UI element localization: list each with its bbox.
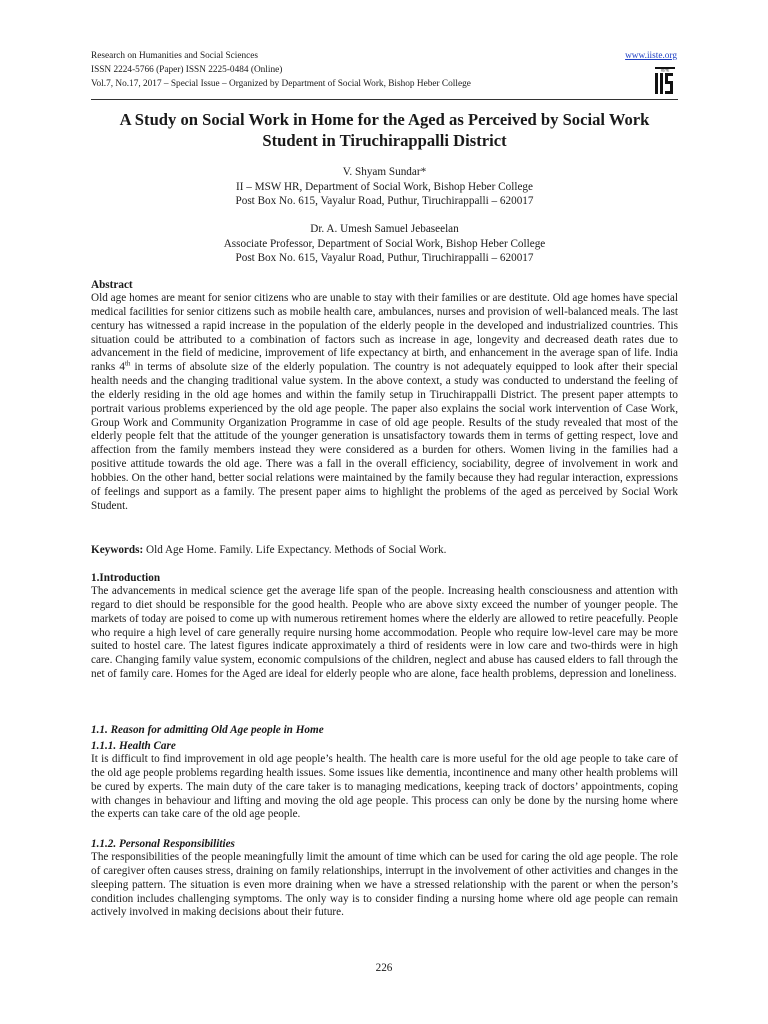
journal-name: Research on Humanities and Social Sciences bbox=[91, 51, 259, 61]
introduction-text: The advancements in medical science get the average life span of the people. Increasing health consciousness and attention with regard to diet should be responsible for the good health. People who are above sixty exceed the number of younger people. The markets of today are poised to come up with numerous retirement homes where the elderly are allowed to retire peacefully. People who require a high level of care generally require nursing home accommodation. People who require low-level care may be more suited to hostel care. The latest figures indicate approximately a third of residents were in low care and two-thirds were in high care. Changing family value system, economic compulsions of the children, neglect and abuse has caused elders to fall through the net of family care. Homes for the Aged are ideal for elderly people who are alone, face health problems, depression and loneliness. bbox=[91, 585, 678, 681]
personal-responsibilities-text: The responsibilities of the people meaningfully limit the amount of time which can be used for caring the old age people. The role of caregiver often causes stress, draining on family relationships, interrupt in the involvement of other activities and changes in the sleeping pattern. The situation is even more draining when we have a stressed relationship with the parent or when the person’s condition includes challenging symptoms. The only way is to consider finding a nursing home where old age people can remain actively involved in making decisions about their future. bbox=[91, 851, 678, 919]
personal-responsibilities-heading: 1.1.2. Personal Responsibilities bbox=[91, 838, 235, 850]
paper-title: A Study on Social Work in Home for the Aged as Perceived by Social Work Student in Tiruchirappalli District bbox=[119, 110, 650, 150]
health-care-heading: 1.1.1. Health Care bbox=[91, 740, 176, 752]
keywords-label: Keywords: bbox=[91, 544, 144, 556]
page-number: 226 bbox=[375, 962, 393, 974]
volume-line: Vol.7, No.17, 2017 – Special Issue – Organized by Department of Social Work, Bishop Heber College bbox=[91, 79, 471, 89]
ordinal-superscript: th bbox=[124, 359, 131, 368]
journal-header bbox=[91, 50, 678, 98]
journal-url-link[interactable]: www.iiste.org bbox=[625, 51, 677, 61]
header-divider bbox=[91, 99, 678, 100]
abstract-text bbox=[91, 292, 678, 514]
author-block-2 bbox=[91, 222, 678, 266]
author-address: Post Box No. 615, Vayalur Road, Puthur, Tiruchirappalli – 620017 bbox=[235, 252, 534, 264]
author-name: V. Shyam Sundar* bbox=[342, 166, 427, 178]
keywords-text: Old Age Home. Family. Life Expectancy. Methods of Social Work. bbox=[143, 544, 447, 556]
author-role: II – MSW HR, Department of Social Work, Bishop Heber College bbox=[236, 180, 533, 193]
abstract-text-part-1: Old age homes are meant for senior citizens who are unable to stay with their families or are destitute. Old age homes have special medical facilities for senior citizens such as mobile health care, ambulances, nurses and provision of well-balanced meals. The last century has witnessed a rapid increase in the population of the elderly people in the developed and industrialized countries. This situation could be attributed to a combination of factors such as increase in age, longevity and decreased death rates due to advancement in the field of medicine, improvement of life expectancy at birth, and enhancement in the average span of life. India ranks 4 bbox=[91, 292, 678, 374]
svg-text:IISTE: IISTE bbox=[660, 68, 670, 73]
author-block-1 bbox=[91, 165, 678, 209]
abstract-heading: Abstract bbox=[91, 279, 133, 291]
section-1-1-heading: 1.1. Reason for admitting Old Age people in Home bbox=[91, 724, 324, 736]
introduction-heading: 1.Introduction bbox=[91, 572, 161, 584]
author-address: Post Box No. 615, Vayalur Road, Puthur, Tiruchirappalli – 620017 bbox=[235, 195, 534, 207]
abstract-text-part-2: in terms of absolute size of the elderly population. The country is not adequately equipped to look after their special health needs and the changing traditional value system. In the above context, a study was conducted to understand the feeling of the elderly residing in the old age homes and within the family setup in Tiruchirappalli District. The present paper attempts to portrait various problems experienced by the old age people. The paper also explains the social work intervention of Case Work, Group Work and Community Organization Programme in case of old age people. Results of the study revealed that most of the elderly people felt that the attitude of the younger generation is unsatisfactory towards them in terms of getting respect, love and affection from the family members instead they were considered as a burden for others. Women living in the families had a positive attitude towards the old age. There was a fall in the overall efficiency, sociability, degree of involvement in work and hobbies. On the other hand, better social relations were maintained by the family because they had regular interaction, expressions of feelings and support as a family. The present paper aims to highlight the problems of the aged as perceived by Social Work Student. bbox=[91, 361, 678, 512]
health-care-text: It is difficult to find improvement in old age people’s health. The health care is more useful for the old age people to take care of the old age people problems regarding health issues. Some issues like dementia, incontinence and many other health problems will be cured by experts. The main duty of the care taker is to managing medications, keeping track of doctors’ appointments, coping with changes in behaviour and lifting and moving the old age people. This process can only be done by the nursing home where the experts can take care of the old age people. bbox=[91, 753, 678, 821]
author-role: Associate Professor, Department of Social Work, Bishop Heber College bbox=[223, 237, 546, 250]
iiste-logo-icon bbox=[653, 66, 677, 96]
author-name: Dr. A. Umesh Samuel Jebaseelan bbox=[310, 223, 459, 235]
keywords-line bbox=[91, 543, 446, 557]
issn-line: ISSN 2224-5766 (Paper) ISSN 2225-0484 (Online) bbox=[91, 65, 283, 75]
